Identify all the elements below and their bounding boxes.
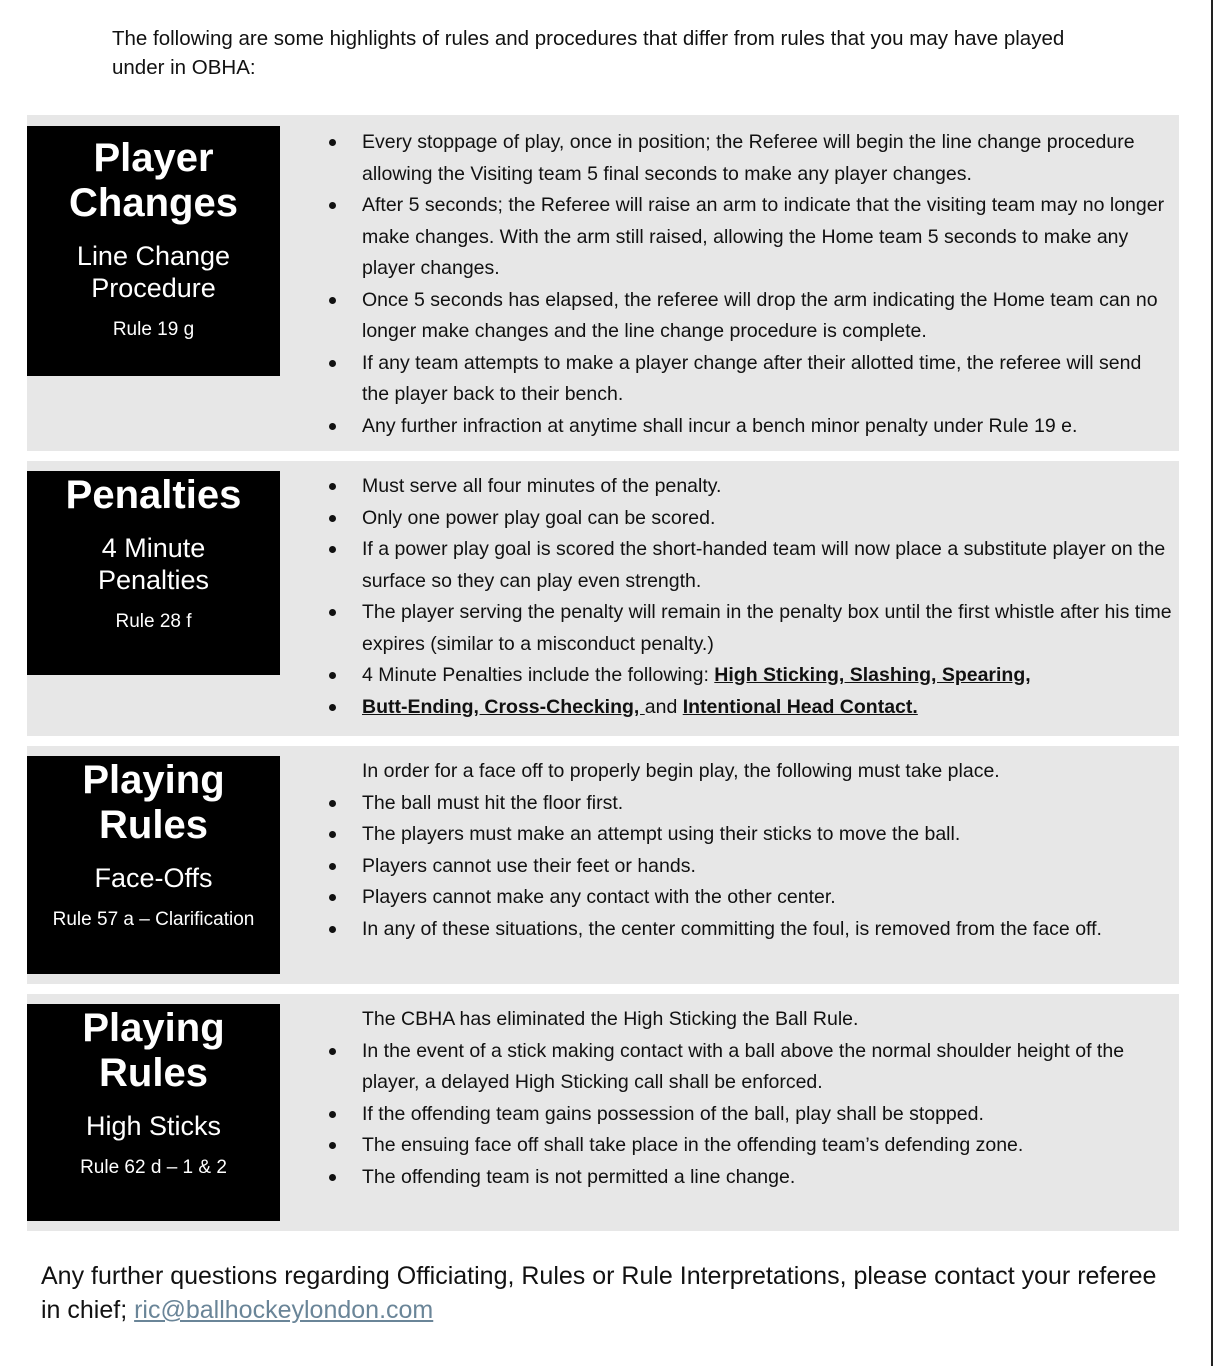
section-title-line1: Penalties <box>65 473 242 517</box>
footer-contact <box>41 1259 1181 1327</box>
bullet-list <box>362 127 1172 442</box>
section-title-line1: Playing <box>82 1006 225 1050</box>
section-player-changes <box>27 115 1179 451</box>
section-title-line1: Playing <box>82 758 225 802</box>
section-rule: Rule 62 d – 1 & 2 <box>80 1157 227 1178</box>
list-item: Only one power play goal can be scored. <box>362 503 1172 535</box>
section-rule: Rule 57 a – Clarification <box>52 909 255 930</box>
list-item: If a power play goal is scored the short-handed team will now place a substitute player on the surface so they can play even strength. <box>362 534 1172 597</box>
bullet-list <box>362 788 1172 946</box>
section-lead-text: In order for a face off to properly begin play, the following must take place. <box>362 760 1000 782</box>
section-rule: Rule 28 f <box>115 611 192 632</box>
section-content-player-changes <box>362 127 1172 442</box>
list-item: In any of these situations, the center committing the foul, is removed from the face off. <box>362 914 1172 946</box>
list-item: Players cannot make any contact with the other center. <box>362 882 1172 914</box>
page-right-border <box>1211 0 1213 1366</box>
intro-text: The following are some highlights of rules and procedures that differ from rules that you may have played under in OBHA: <box>112 27 1065 79</box>
section-label-face-offs <box>27 756 280 974</box>
list-item: The offending team is not permitted a line change. <box>362 1162 1172 1194</box>
section-subtitle-line2: Penalties <box>97 565 210 595</box>
list-item: Must serve all four minutes of the penalty. <box>362 471 1172 503</box>
section-subtitle-line1: 4 Minute <box>101 533 206 563</box>
section-label-penalties <box>27 471 280 675</box>
list-item-text: 4 Minute Penalties include the following: <box>362 664 715 686</box>
section-rule: Rule 19 g <box>112 319 195 340</box>
list-item: Any further infraction at anytime shall incur a bench minor penalty under Rule 19 e. <box>362 411 1172 443</box>
section-title-line2: Rules <box>99 1051 208 1095</box>
list-item: The ensuing face off shall take place in the offending team’s defending zone. <box>362 1130 1172 1162</box>
section-face-offs <box>27 746 1179 984</box>
referee-email-link[interactable]: ric@ballhockeylondon.com <box>134 1296 434 1324</box>
list-item: The ball must hit the floor first. <box>362 788 1172 820</box>
list-item: If the offending team gains possession of the ball, play shall be stopped. <box>362 1099 1172 1131</box>
list-item <box>362 692 1172 724</box>
section-subtitle-line1: High Sticks <box>85 1111 222 1141</box>
section-lead-text: The CBHA has eliminated the High Sticking the Ball Rule. <box>362 1008 859 1030</box>
list-item: After 5 seconds; the Referee will raise an arm to indicate that the visiting team may no longer make changes. With the arm still raised, allowing the Home team 5 seconds to make any player changes. <box>362 190 1172 285</box>
list-item: If any team attempts to make a player change after their allotted time, the referee will send the player back to their bench. <box>362 348 1172 411</box>
list-item: The player serving the penalty will remain in the penalty box until the first whistle after his time expires (similar to a misconduct penalty.) <box>362 597 1172 660</box>
section-title-line2: Changes <box>69 181 238 225</box>
list-item: Players cannot use their feet or hands. <box>362 851 1172 883</box>
list-item <box>362 660 1172 692</box>
section-content-high-sticks <box>362 1004 1172 1193</box>
penalty-types-text: Butt-Ending, Cross-Checking, <box>362 695 645 718</box>
section-subtitle-line2: Procedure <box>91 273 216 303</box>
list-item: Once 5 seconds has elapsed, the referee will drop the arm indicating the Home team can no longer make changes and the line change procedure is complete. <box>362 285 1172 348</box>
list-item: Every stoppage of play, once in position; the Referee will begin the line change procedure allowing the Visiting team 5 final seconds to make any player changes. <box>362 127 1172 190</box>
section-title-line2: Rules <box>99 803 208 847</box>
list-item: In the event of a stick making contact with a ball above the normal shoulder height of the player, a delayed High Sticking call shall be enforced. <box>362 1036 1172 1099</box>
section-penalties <box>27 461 1179 736</box>
section-subtitle-line1: Line Change <box>76 241 231 271</box>
bullet-list <box>362 471 1172 723</box>
section-subtitle-line1: Face-Offs <box>94 863 213 893</box>
footer-text: Any further questions regarding Officiating, Rules or Rule Interpretations, please contact your referee in chief; <box>41 1262 1157 1324</box>
section-content-face-offs <box>362 756 1172 945</box>
section-high-sticks <box>27 994 1179 1231</box>
section-content-penalties <box>362 471 1172 723</box>
penalty-types-text: High Sticking, Slashing, Spearing, <box>714 664 1031 686</box>
section-title-line1: Player <box>93 136 214 180</box>
list-item-text: and <box>644 695 683 718</box>
penalty-types-text: Intentional Head Contact. <box>682 695 918 718</box>
bullet-list <box>362 1036 1172 1194</box>
list-item: The players must make an attempt using their sticks to move the ball. <box>362 819 1172 851</box>
section-label-player-changes <box>27 126 280 376</box>
section-label-high-sticks <box>27 1004 280 1221</box>
